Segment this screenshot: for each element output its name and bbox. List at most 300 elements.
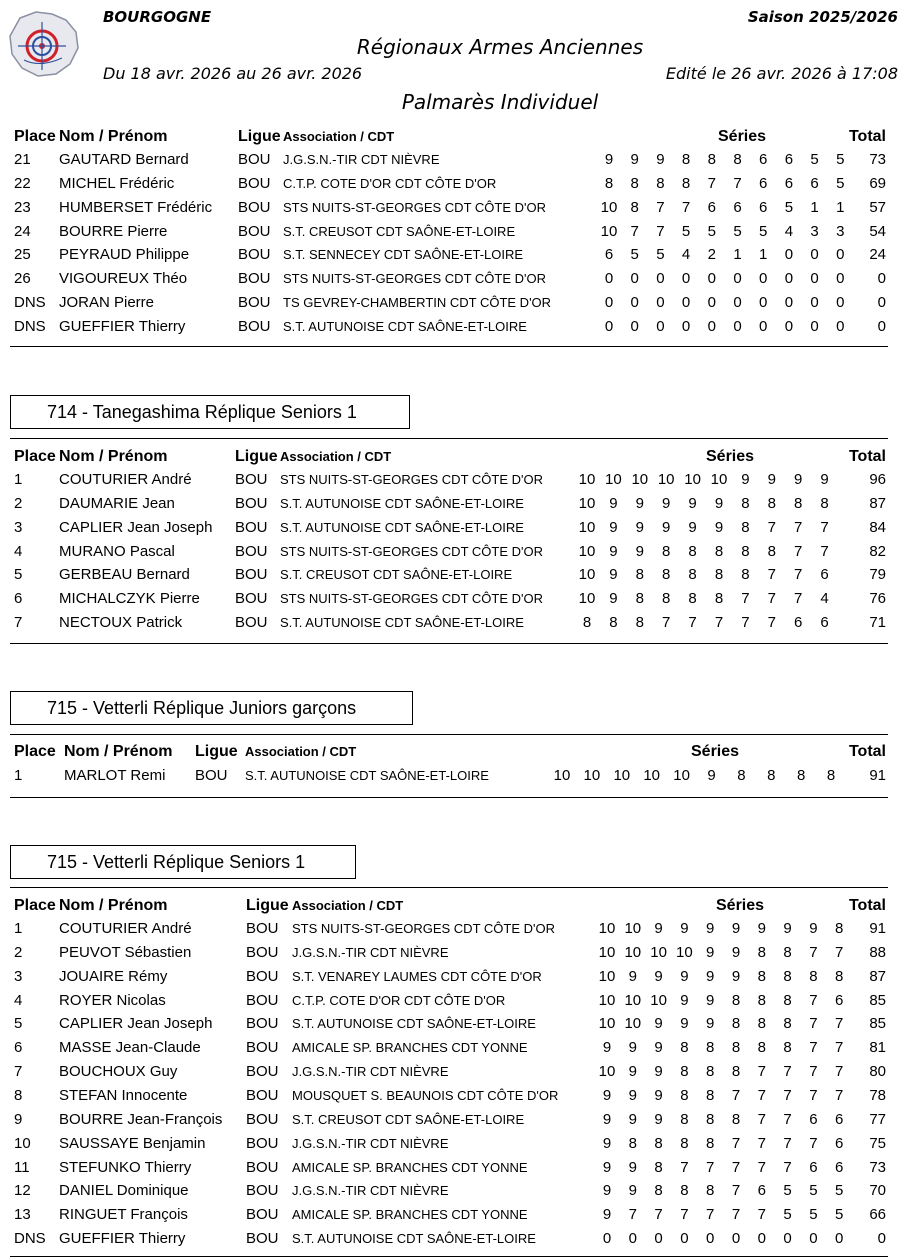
cell-series-score: 10	[583, 767, 601, 784]
cell-series-score: 0	[707, 294, 716, 312]
col-header-name: Nom / Prénom	[59, 448, 168, 465]
cell-league: BOU	[238, 317, 271, 335]
cell-league: BOU	[246, 1110, 279, 1128]
cell-series-score: 0	[757, 1230, 766, 1248]
cell-series-score: 6	[809, 1110, 818, 1128]
cell-series-score: 7	[630, 222, 639, 240]
cell-series-score: 10	[684, 471, 701, 488]
section-bottom-rule	[10, 797, 888, 798]
table-header-row	[10, 448, 888, 472]
cell-series-score: 7	[767, 518, 776, 536]
category-title-box: 715 - Vetterli Réplique Juniors garçons	[10, 691, 413, 725]
cell-series-score: 8	[680, 1110, 689, 1128]
table-row	[10, 223, 888, 247]
cell-place: 6	[14, 590, 23, 608]
cell-series-score: 0	[707, 270, 716, 288]
cell-place: 2	[14, 494, 23, 512]
category-title-box: 715 - Vetterli Réplique Seniors 1	[10, 845, 356, 879]
cell-series-score: 7	[757, 1134, 766, 1152]
cell-series-score: 9	[783, 920, 792, 937]
col-header-place: Place	[14, 897, 56, 914]
col-header-association: Association / CDT	[280, 449, 392, 464]
cell-place: 9	[14, 1110, 23, 1128]
table-row	[10, 992, 888, 1016]
cell-series-score: 0	[836, 294, 845, 312]
cell-series-score: 0	[630, 317, 639, 335]
cell-total: 96	[869, 471, 886, 488]
cell-series-score: 8	[662, 566, 671, 584]
cell-place: 1	[14, 471, 23, 488]
cell-series-score: 7	[662, 614, 671, 632]
cell-series-score: 0	[759, 294, 768, 312]
table-row	[10, 1015, 888, 1039]
cell-series-score: 5	[836, 174, 845, 192]
cell-series-score: 9	[628, 1039, 637, 1057]
cell-total: 82	[869, 542, 886, 560]
cell-series-score: 6	[835, 1110, 844, 1128]
cell-series-score: 7	[757, 1063, 766, 1081]
cell-association: S.T. VENAREY LAUMES CDT CÔTE D'OR	[292, 968, 542, 984]
cell-series-score: 5	[759, 222, 768, 240]
cell-series-score: 7	[783, 1158, 792, 1176]
competition-title: Régionaux Armes Anciennes	[356, 35, 644, 59]
cell-series-score: 8	[680, 1134, 689, 1152]
cell-series-score: 8	[706, 1110, 715, 1128]
cell-league: BOU	[238, 270, 271, 288]
table-row	[10, 1087, 888, 1111]
cell-total: 73	[869, 1158, 886, 1176]
cell-series-score: 0	[784, 270, 794, 288]
cell-series-score: 9	[628, 1158, 637, 1176]
cell-series-score: 8	[731, 1063, 741, 1081]
cell-series-score: 7	[757, 1158, 766, 1176]
cell-series-score: 8	[826, 767, 836, 784]
cell-series-score: 0	[680, 1230, 689, 1248]
cell-series-score: 9	[602, 1086, 612, 1104]
table-row	[10, 944, 888, 968]
cell-name: BOUCHOUX Guy	[59, 1063, 178, 1081]
cell-series-score: 0	[681, 294, 691, 312]
cell-league: BOU	[238, 198, 271, 216]
cell-association: S.T. AUTUNOISE CDT SAÔNE-ET-LOIRE	[280, 519, 524, 535]
cell-series-score: 10	[578, 542, 596, 560]
cell-series-score: 8	[706, 1063, 715, 1081]
cell-series-score: 9	[604, 151, 614, 168]
cell-place: 22	[14, 174, 31, 192]
cell-series-score: 9	[706, 943, 715, 961]
cell-league: BOU	[246, 967, 279, 985]
cell-series-score: 9	[654, 1086, 663, 1104]
cell-series-score: 6	[604, 246, 614, 264]
cell-series-score: 8	[820, 494, 829, 512]
cell-series-score: 7	[809, 1134, 818, 1152]
cell-place: 25	[14, 246, 31, 264]
cell-series-score: 0	[836, 317, 845, 335]
cell-series-score: 7	[809, 943, 818, 961]
cell-series-score: 1	[759, 246, 768, 264]
cell-series-score: 9	[609, 494, 618, 512]
cell-total: 91	[869, 920, 886, 937]
cell-series-score: 10	[710, 471, 728, 488]
cell-series-score: 4	[681, 246, 691, 264]
cell-name: STEFAN Innocente	[59, 1086, 188, 1104]
cell-series-score: 8	[783, 1039, 792, 1057]
cell-series-score: 8	[688, 566, 697, 584]
cell-series-score: 9	[609, 542, 618, 560]
cell-series-score: 8	[706, 1134, 715, 1152]
cell-series-score: 9	[820, 471, 829, 488]
cell-series-score: 7	[835, 1015, 844, 1033]
cell-series-score: 7	[656, 222, 665, 240]
cell-league: BOU	[246, 920, 279, 937]
cell-series-score: 7	[706, 1206, 715, 1224]
table-row	[10, 1063, 888, 1087]
cell-league: BOU	[238, 294, 271, 312]
table-row	[10, 1182, 888, 1206]
cell-series-score: 9	[628, 1063, 637, 1081]
cell-league: BOU	[235, 542, 268, 560]
cell-series-score: 7	[688, 614, 697, 632]
cell-series-score: 8	[714, 542, 724, 560]
cell-series-score: 8	[680, 1182, 689, 1200]
cell-total: 79	[869, 566, 886, 584]
cell-series-score: 1	[733, 246, 742, 264]
cell-series-score: 8	[688, 542, 697, 560]
cell-series-score: 8	[737, 767, 746, 784]
col-header-series: Séries	[706, 448, 755, 465]
cell-name: GERBEAU Bernard	[59, 566, 190, 584]
cell-name: MICHALCZYK Pierre	[59, 590, 200, 608]
cell-series-score: 8	[604, 174, 614, 192]
cell-series-score: 0	[733, 294, 742, 312]
col-header-league: Ligue	[195, 743, 238, 760]
col-header-name: Nom / Prénom	[59, 897, 168, 914]
cell-league: BOU	[246, 1206, 279, 1224]
cell-series-score: 8	[731, 1110, 741, 1128]
cell-series-score: 9	[654, 920, 663, 937]
cell-series-score: 8	[662, 542, 671, 560]
cell-series-score: 8	[794, 494, 803, 512]
cell-place: 7	[14, 614, 23, 632]
cell-total: 88	[869, 943, 886, 961]
cell-place: 13	[14, 1206, 31, 1224]
cell-series-score: 10	[578, 590, 596, 608]
cell-series-score: 8	[680, 1039, 689, 1057]
cell-total: 81	[869, 1039, 886, 1057]
cell-series-score: 7	[731, 1134, 741, 1152]
table-header-row	[10, 128, 888, 152]
cell-league: BOU	[235, 494, 268, 512]
cell-series-score: 9	[741, 471, 750, 488]
cell-series-score: 6	[759, 198, 768, 216]
cell-series-score: 7	[783, 1086, 792, 1104]
cell-place: 23	[14, 198, 31, 216]
cell-series-score: 8	[757, 1039, 766, 1057]
cell-association: STS NUITS-ST-GEORGES CDT CÔTE D'OR	[280, 543, 543, 559]
cell-series-score: 9	[731, 967, 741, 985]
cell-series-score: 9	[635, 518, 644, 536]
cell-series-score: 0	[810, 246, 819, 264]
cell-series-score: 7	[794, 590, 803, 608]
cell-series-score: 8	[706, 1086, 715, 1104]
cell-association: J.G.S.N.-TIR CDT NIÈVRE	[292, 1064, 449, 1080]
cell-series-score: 0	[630, 294, 639, 312]
cell-series-score: 2	[707, 246, 716, 264]
cell-series-score: 8	[757, 967, 766, 985]
cell-series-score: 9	[757, 920, 766, 937]
cell-series-score: 9	[630, 151, 639, 168]
cell-series-score: 8	[741, 518, 750, 536]
col-header-league: Ligue	[235, 448, 278, 465]
cell-series-score: 7	[714, 614, 724, 632]
cell-series-score: 8	[707, 151, 716, 168]
table-row	[10, 543, 888, 567]
cell-series-score: 6	[820, 566, 829, 584]
section-top-rule	[10, 438, 888, 439]
cell-series-score: 10	[624, 1015, 642, 1033]
col-header-association: Association / CDT	[292, 898, 404, 913]
cell-series-score: 7	[794, 518, 803, 536]
cell-series-score: 9	[654, 1015, 663, 1033]
cell-series-score: 9	[602, 1158, 612, 1176]
cell-series-score: 8	[797, 767, 806, 784]
cell-series-score: 7	[707, 174, 716, 192]
cell-series-score: 5	[681, 222, 691, 240]
cell-series-score: 10	[553, 767, 571, 784]
cell-series-score: 9	[680, 967, 689, 985]
cell-total: 57	[869, 198, 886, 216]
cell-series-score: 9	[602, 1206, 612, 1224]
cell-name: STEFUNKO Thierry	[59, 1158, 192, 1176]
cell-series-score: 8	[582, 614, 592, 632]
cell-association: STS NUITS-ST-GEORGES CDT CÔTE D'OR	[283, 199, 546, 215]
cell-series-score: 0	[733, 317, 742, 335]
cell-series-score: 8	[783, 967, 792, 985]
cell-series-score: 7	[757, 1206, 766, 1224]
cell-series-score: 8	[783, 991, 792, 1009]
cell-name: ROYER Nicolas	[59, 991, 166, 1009]
cell-series-score: 9	[654, 1039, 663, 1057]
cell-total: 0	[877, 1230, 886, 1248]
cell-name: PEYRAUD Philippe	[59, 246, 190, 264]
cell-series-score: 9	[662, 518, 671, 536]
cell-league: BOU	[246, 1063, 279, 1081]
table-row	[10, 1039, 888, 1063]
cell-series-score: 8	[609, 614, 618, 632]
cell-total: 0	[877, 270, 886, 288]
cell-series-score: 6	[733, 198, 742, 216]
cell-name: GUEFFIER Thierry	[59, 1230, 186, 1248]
cell-series-score: 7	[809, 1086, 818, 1104]
cell-series-score: 10	[650, 943, 667, 961]
cell-total: 71	[869, 614, 886, 632]
col-header-total: Total	[848, 128, 886, 145]
cell-series-score: 8	[757, 1015, 766, 1033]
cell-series-score: 8	[767, 767, 776, 784]
cell-series-score: 9	[714, 518, 724, 536]
cell-series-score: 3	[810, 222, 819, 240]
cell-place: 4	[14, 991, 23, 1009]
cell-name: MASSE Jean-Claude	[59, 1039, 201, 1057]
cell-series-score: 5	[783, 1206, 792, 1224]
cell-series-score: 0	[784, 294, 794, 312]
cell-series-score: 4	[820, 590, 829, 608]
cell-total: 84	[869, 518, 886, 536]
cell-league: BOU	[246, 943, 279, 961]
cell-series-score: 9	[706, 991, 715, 1009]
cell-series-score: 7	[656, 198, 665, 216]
cell-series-score: 10	[578, 518, 596, 536]
cell-series-score: 0	[707, 317, 716, 335]
cell-series-score: 7	[809, 1039, 818, 1057]
cell-series-score: 7	[731, 1206, 741, 1224]
cell-name: MARLOT Remi	[64, 767, 166, 784]
cell-series-score: 10	[643, 767, 661, 784]
cell-series-score: 8	[706, 1039, 715, 1057]
cell-series-score: 6	[820, 614, 829, 632]
cell-association: STS NUITS-ST-GEORGES CDT CÔTE D'OR	[280, 591, 543, 607]
cell-series-score: 7	[835, 1063, 844, 1081]
cell-name: SAUSSAYE Benjamin	[59, 1134, 206, 1152]
cell-series-score: 8	[688, 590, 697, 608]
cell-series-score: 10	[624, 943, 642, 961]
col-header-league: Ligue	[246, 897, 289, 914]
col-header-place: Place	[14, 743, 56, 760]
cell-series-score: 10	[624, 920, 642, 937]
cell-series-score: 7	[794, 542, 803, 560]
cell-series-score: 10	[650, 991, 667, 1009]
cell-league: BOU	[246, 1158, 279, 1176]
cell-series-score: 8	[741, 566, 750, 584]
col-header-league: Ligue	[238, 128, 281, 145]
cell-total: 75	[869, 1134, 886, 1152]
table-row	[10, 968, 888, 992]
cell-series-score: 10	[578, 566, 596, 584]
cell-series-score: 8	[731, 1039, 741, 1057]
cell-series-score: 1	[836, 198, 845, 216]
cell-series-score: 9	[731, 943, 741, 961]
cell-association: S.T. CREUSOT CDT SAÔNE-ET-LOIRE	[283, 223, 516, 239]
cell-series-score: 10	[613, 767, 631, 784]
cell-total: 54	[869, 222, 886, 240]
cell-series-score: 6	[794, 614, 803, 632]
cell-series-score: 8	[741, 494, 750, 512]
cell-series-score: 8	[630, 174, 639, 192]
cell-name: HUMBERSET Frédéric	[59, 198, 213, 216]
cell-series-score: 9	[731, 920, 741, 937]
cell-series-score: 7	[783, 1063, 792, 1081]
cell-series-score: 10	[600, 222, 618, 240]
cell-series-score: 8	[733, 151, 742, 168]
cell-series-score: 6	[759, 174, 768, 192]
cell-place: 3	[14, 967, 23, 985]
cell-series-score: 9	[809, 920, 818, 937]
col-header-name: Nom / Prénom	[64, 743, 173, 760]
cell-series-score: 9	[706, 920, 715, 937]
cell-series-score: 6	[784, 151, 794, 168]
cell-place: 1	[14, 767, 23, 784]
cell-series-score: 9	[794, 471, 803, 488]
cell-series-score: 5	[707, 222, 716, 240]
table-row	[10, 151, 888, 175]
cell-total: 85	[869, 1015, 886, 1033]
cell-league: BOU	[246, 1134, 279, 1152]
cell-association: S.T. AUTUNOISE CDT SAÔNE-ET-LOIRE	[280, 495, 524, 511]
cell-league: BOU	[195, 767, 228, 784]
col-header-series: Séries	[691, 743, 740, 760]
cell-series-score: 7	[757, 1110, 766, 1128]
cell-series-score: 9	[680, 1015, 689, 1033]
cell-series-score: 8	[783, 943, 792, 961]
cell-series-score: 8	[706, 1182, 715, 1200]
cell-league: BOU	[238, 222, 271, 240]
cell-series-score: 7	[809, 991, 818, 1009]
table-header-row	[10, 743, 888, 767]
cell-series-score: 10	[578, 494, 596, 512]
cell-series-score: 9	[602, 1134, 612, 1152]
cell-association: TS GEVREY-CHAMBERTIN CDT CÔTE D'OR	[283, 295, 552, 311]
cell-place: 3	[14, 518, 23, 536]
cell-series-score: 8	[681, 174, 691, 192]
cell-association: J.G.S.N.-TIR CDT NIÈVRE	[292, 1183, 449, 1199]
cell-series-score: 8	[757, 943, 766, 961]
cell-series-score: 10	[598, 943, 616, 961]
cell-association: S.T. CREUSOT CDT SAÔNE-ET-LOIRE	[292, 1111, 525, 1127]
cell-series-score: 8	[681, 151, 691, 168]
cell-league: BOU	[246, 1182, 279, 1200]
cell-series-score: 9	[635, 542, 644, 560]
cell-series-score: 7	[783, 1110, 792, 1128]
cell-series-score: 10	[598, 920, 616, 937]
col-header-total: Total	[848, 897, 886, 914]
cell-place: 8	[14, 1086, 23, 1104]
table-row	[10, 294, 888, 318]
cell-name: COUTURIER André	[59, 920, 192, 937]
table-row	[10, 495, 888, 519]
cell-total: 87	[869, 494, 886, 512]
cell-series-score: 9	[680, 991, 689, 1009]
cell-name: MURANO Pascal	[59, 542, 175, 560]
cell-total: 80	[869, 1063, 886, 1081]
cell-series-score: 8	[835, 967, 844, 985]
cell-series-score: 9	[688, 494, 697, 512]
region-label: BOURGOGNE	[103, 8, 212, 26]
cell-series-score: 9	[767, 471, 776, 488]
table-row	[10, 1111, 888, 1135]
cell-place: DNS	[14, 317, 46, 335]
cell-association: STS NUITS-ST-GEORGES CDT CÔTE D'OR	[292, 921, 555, 936]
cell-series-score: 7	[835, 1086, 844, 1104]
cell-series-score: 8	[783, 1015, 792, 1033]
cell-league: BOU	[246, 991, 279, 1009]
cell-total: 0	[877, 317, 886, 335]
cell-total: 77	[869, 1110, 886, 1128]
cell-series-score: 9	[609, 518, 618, 536]
cell-total: 91	[869, 767, 886, 784]
cell-series-score: 8	[714, 590, 724, 608]
cell-name: CAPLIER Jean Joseph	[59, 518, 213, 536]
table-row	[10, 1135, 888, 1159]
cell-association: J.G.S.N.-TIR CDT NIÈVRE	[292, 944, 449, 960]
cell-series-score: 10	[578, 471, 596, 488]
cell-series-score: 6	[835, 1158, 844, 1176]
cell-series-score: 5	[809, 1206, 818, 1224]
cell-association: S.T. SENNECEY CDT SAÔNE-ET-LOIRE	[283, 247, 524, 263]
cell-series-score: 8	[628, 1134, 637, 1152]
cell-series-score: 7	[731, 1086, 741, 1104]
table-row	[10, 199, 888, 223]
section-top-rule	[10, 734, 888, 735]
